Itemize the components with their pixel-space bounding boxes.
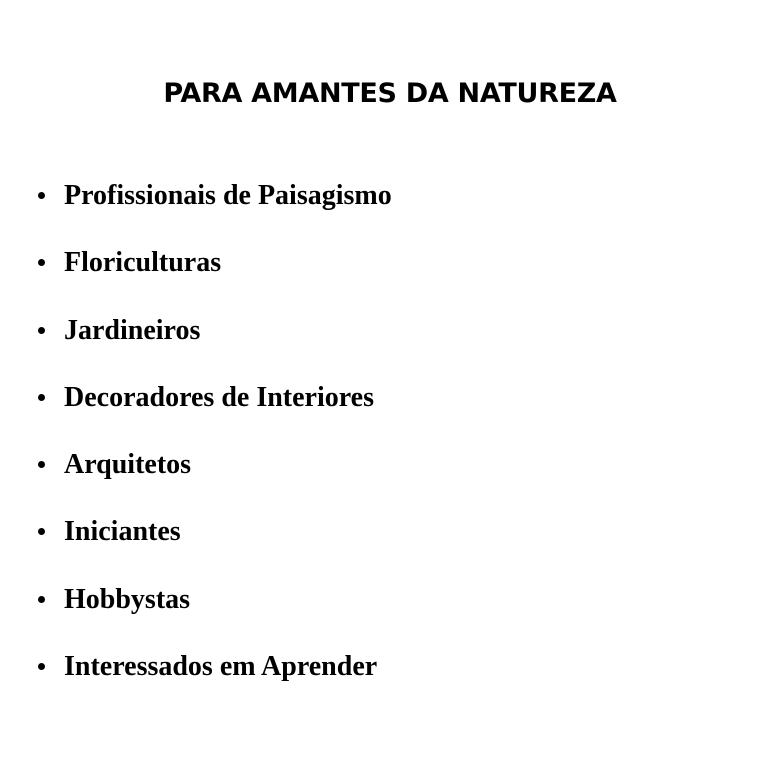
- list-item-label: Floriculturas: [64, 247, 222, 279]
- bullet-icon: [38, 327, 45, 334]
- list-item-label: Arquitetos: [64, 449, 192, 481]
- bullet-icon: [38, 461, 45, 468]
- bullet-icon: [38, 596, 45, 603]
- bullet-icon: [38, 528, 45, 535]
- list-item-label: Hobbystas: [64, 583, 191, 615]
- bullet-icon: [38, 394, 45, 401]
- list-item-label: Jardineiros: [64, 314, 201, 346]
- page-title: PARA AMANTES DA NATUREZA: [163, 78, 617, 109]
- list-item-label: Profissionais de Paisagismo: [64, 180, 392, 211]
- bullet-icon: [38, 663, 45, 670]
- bullet-icon: [38, 192, 45, 199]
- list-item-label: Interessados em Aprender: [64, 651, 378, 683]
- bullet-icon: [38, 259, 45, 266]
- list-item-label: Decoradores de Interiores: [64, 381, 374, 413]
- list-item-label: Iniciantes: [64, 516, 181, 548]
